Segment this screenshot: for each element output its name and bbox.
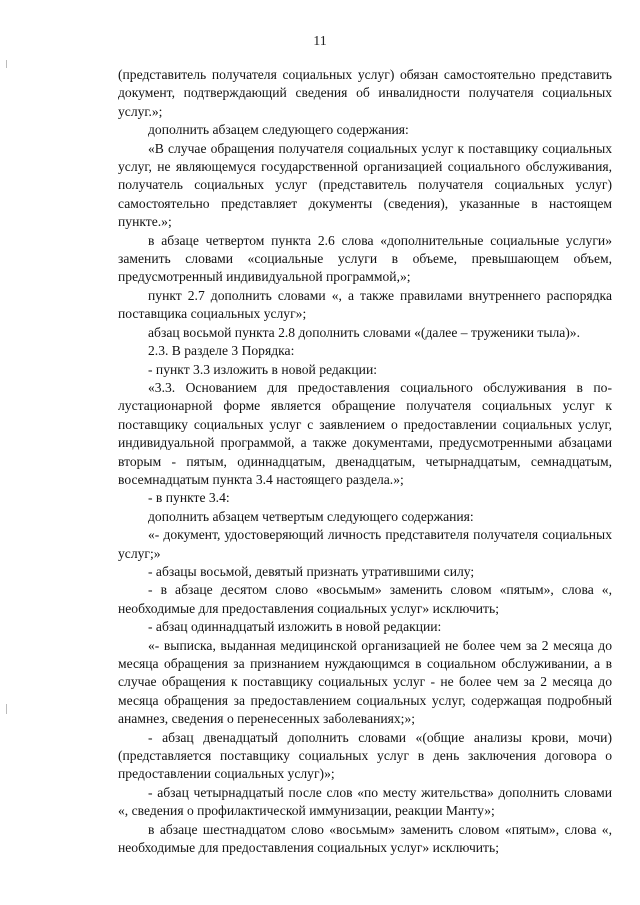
section-heading: 2.3. В разделе 3 Порядка: — [148, 343, 295, 359]
paragraph: абзац восьмой пункта 2.8 дополнить словами «(далее – труженики тыла)». — [148, 324, 580, 340]
paragraph: (представитель получателя социальных услуг) обязан самостоятельно представить документ, подтверждающий сведения об инвалидности получателя социальных услуг.»; — [118, 67, 612, 119]
paragraph: «- документ, удостоверяющий личность представителя получателя социальных услуг;» — [118, 527, 612, 561]
paragraph: - пункт 3.3 изложить в новой редакции: — [148, 361, 378, 377]
paragraph: - абзац четырнадцатый после слов «по месту жительства» дополнить словами «, сведения о профилактической иммунизации, реакции Манту»; — [118, 784, 612, 819]
paragraph: в абзаце четвертом пункта 2.6 слова «дополнительные социальные услуги» заменить словами «социальные услуги в объеме, превышающем объем, предусмотренный индивидуальной программой,»; — [118, 232, 612, 285]
paragraph: пункт 2.7 дополнить словами «, а также правилами внутреннего распорядка поставщика социальных услуг»; — [118, 287, 612, 322]
paragraph: - абзац двенадцатый дополнить словами «(общие анализы крови, мочи) (представляется поставщику социальных услуг в день заключения договора о предоставлении социальных услуг)»; — [118, 729, 612, 782]
paragraph: - в пункте 3.4: — [148, 490, 230, 506]
paragraph: в абзаце шестнадцатом слово «восьмым» заменить словом «пятым», слова «, необходимые для предоставления социальных услуг» исключить; — [118, 821, 612, 856]
page-number: 11 — [313, 34, 327, 49]
scan-artifact — [6, 704, 7, 714]
paragraph: - абзац одиннадцатый изложить в новой редакции: — [148, 619, 442, 635]
paragraph: «3.3. Основанием для предоставления социального обслуживания в полустационарной форме является обращение получателя социальных услуг к поставщику социальных услуг с заявлением о предоставлении социальных услуг, индивидуальной программой, а также документами, предусмотренными абзацами вторым - пятым, одиннадцатым, двенадцатым, четырнадцатым, семнадцатым, восемнадцатым пункта 3.4 настоящего раздела.»; — [118, 379, 612, 487]
paragraph: «В случае обращения получателя социальных услуг к поставщику социальных услуг, не являющемуся государственной организацией социального обслуживания, получатель социальных услуг (представитель получателя социальных услуг) самостоятельно представляет документы (сведения), указанные в настоящем пункте.»; — [118, 140, 612, 230]
paragraph: дополнить абзацем следующего содержания: — [148, 122, 409, 138]
scan-artifact — [6, 60, 7, 68]
paragraph: «- выписка, выданная медицинской организацией не более чем за 2 месяца до месяца обращения за признанием нуждающимся в социальном обслуживании, а в случае обращения к поставщику социальных услуг - не более чем за 2 месяца до месяца обращения за предоставлением социальных услуг, содержащая подробный анамнез, сведения о перенесенных заболеваниях;»; — [118, 637, 612, 727]
document-body — [118, 66, 612, 857]
paragraph: - абзацы восьмой, девятый признать утратившими силу; — [148, 563, 475, 579]
paragraph: - в абзаце десятом слово «восьмым» заменить словом «пятым», слова «, необходимые для предоставления социальных услуг» исключить; — [118, 582, 612, 616]
paragraph: дополнить абзацем четвертым следующего содержания: — [148, 508, 474, 524]
